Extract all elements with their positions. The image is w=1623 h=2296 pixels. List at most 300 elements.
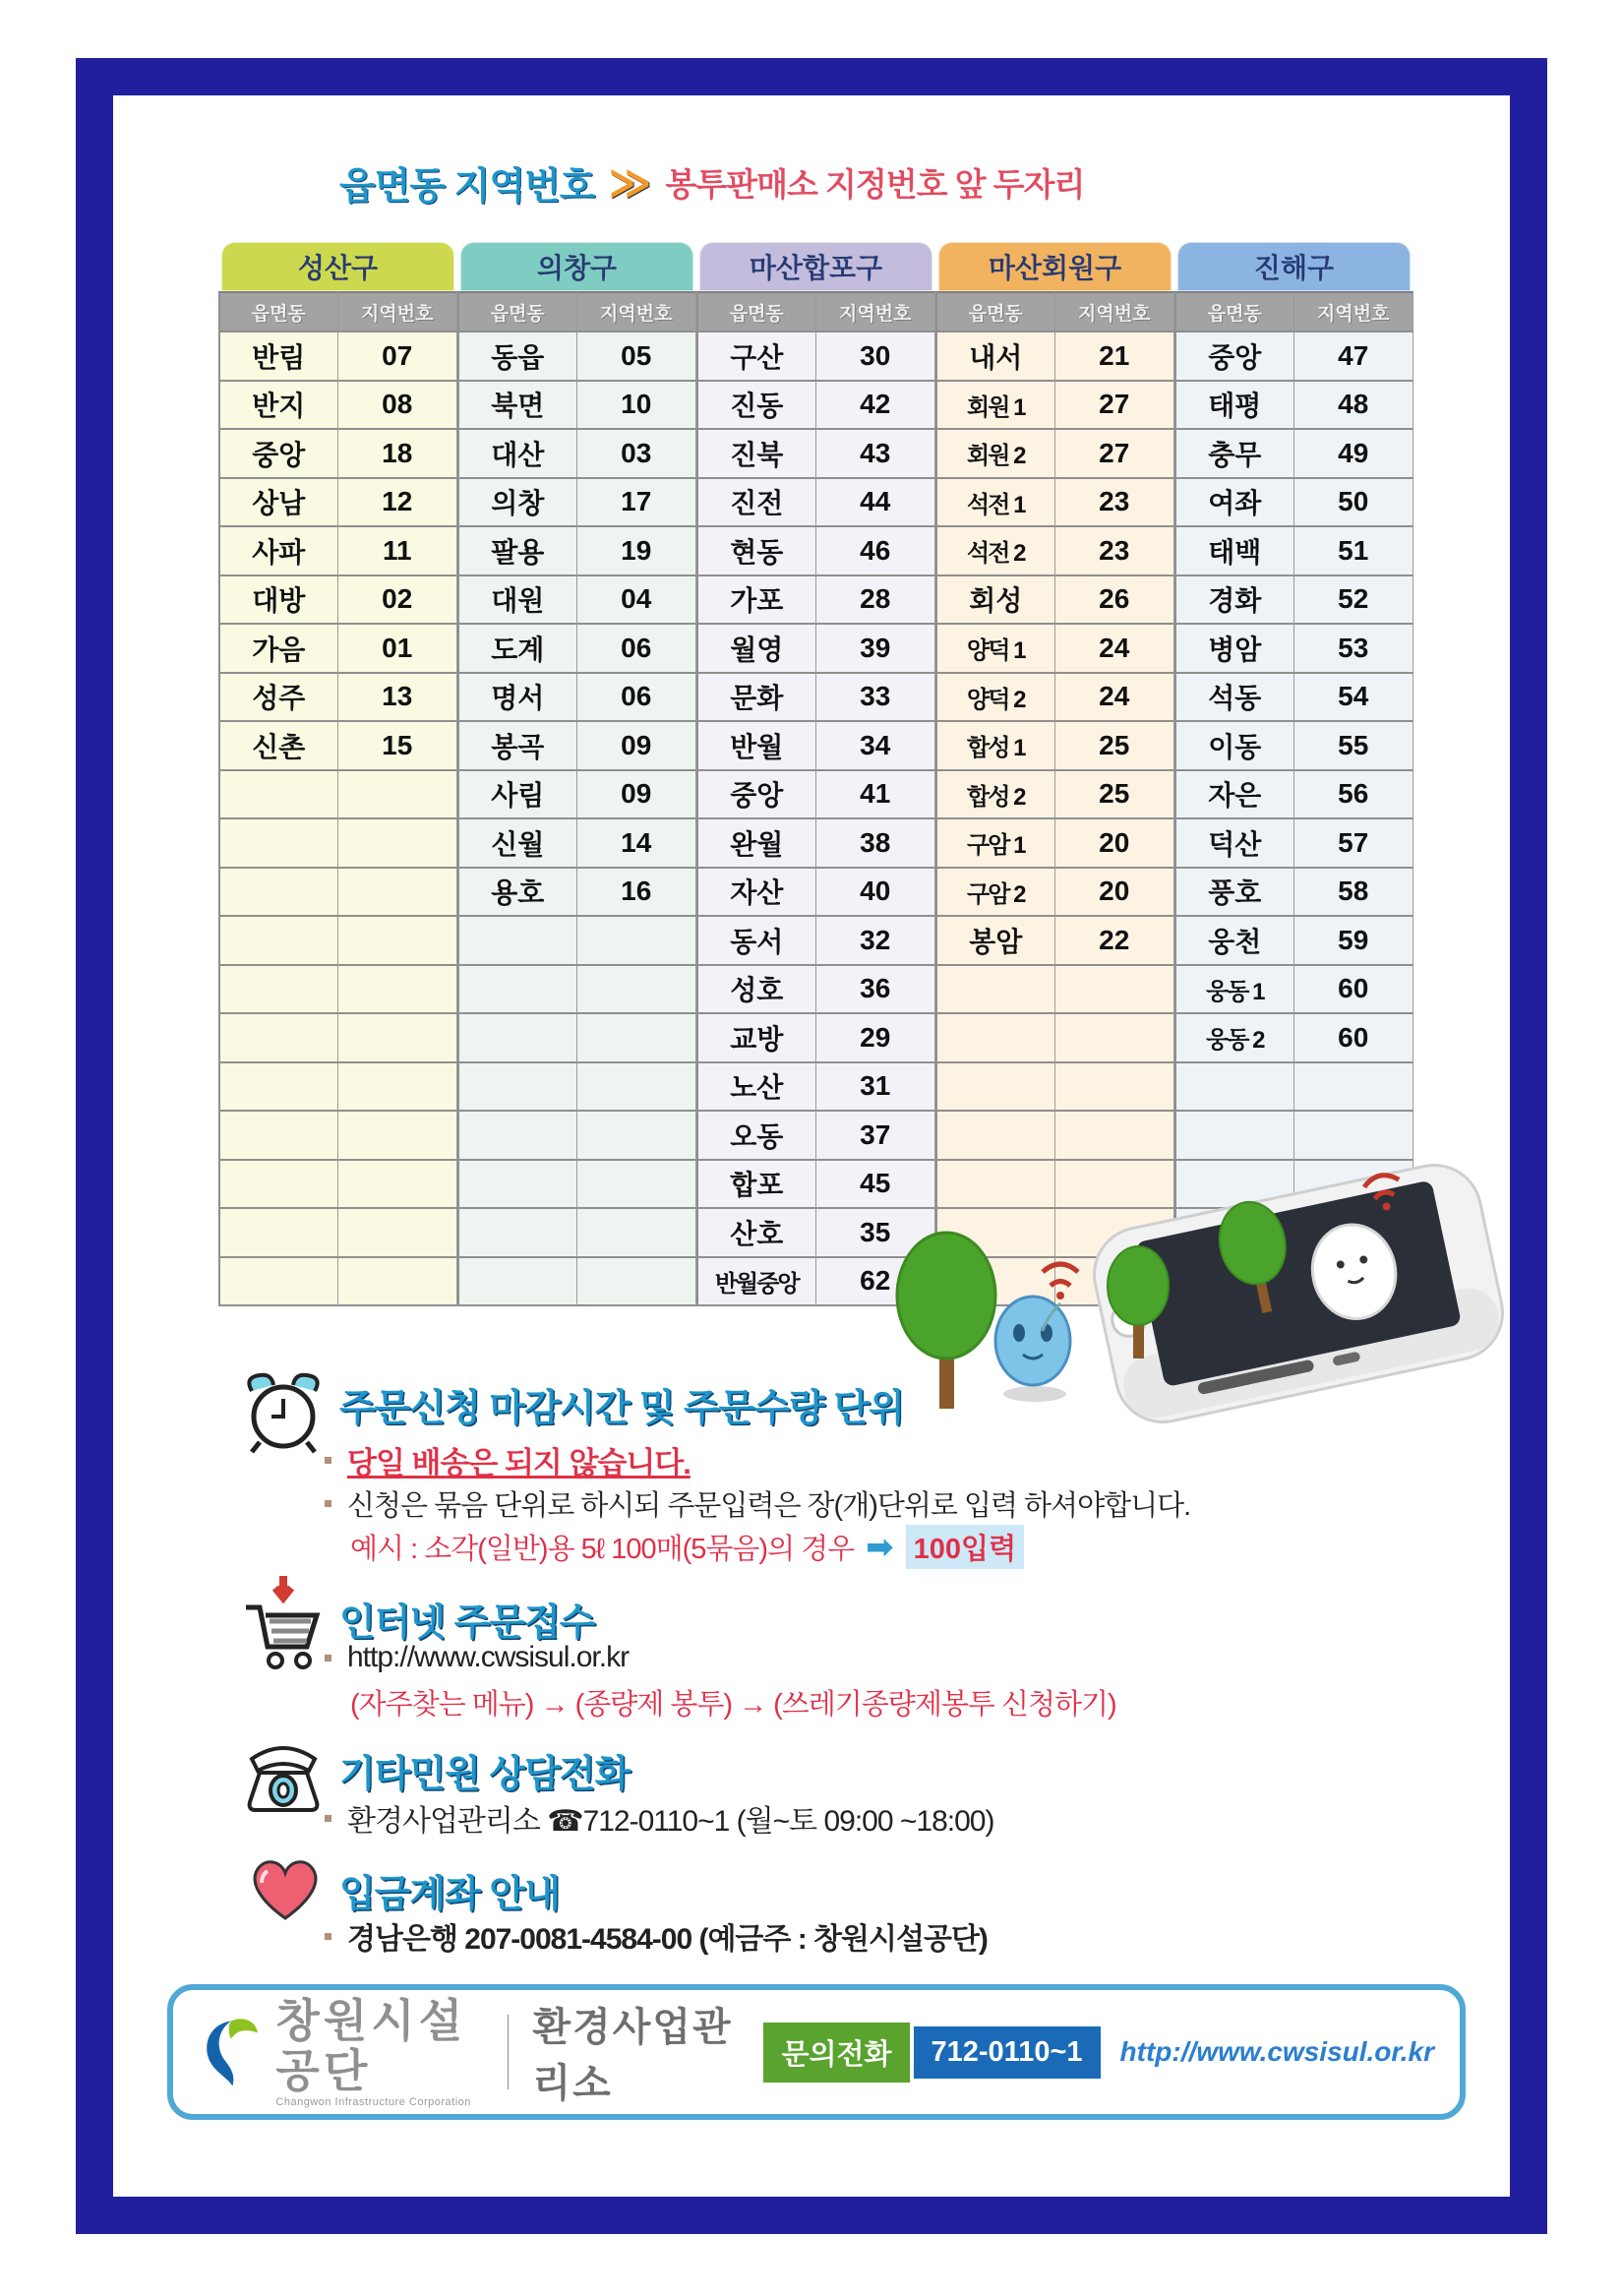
region-code-cell xyxy=(338,771,458,820)
region-name-cell: 경화 xyxy=(1174,576,1294,626)
region-code-cell: 34 xyxy=(816,722,936,771)
table-row xyxy=(218,1258,457,1307)
region-code-cell: 54 xyxy=(1294,674,1414,723)
region-name-cell: 완월 xyxy=(696,819,816,869)
table-row xyxy=(218,1161,457,1210)
region-name-cell: 구암 1 xyxy=(935,819,1055,869)
region-code-cell: 12 xyxy=(338,479,458,528)
region-code-cell xyxy=(338,869,458,918)
region-name-cell: 풍호 xyxy=(1174,869,1294,918)
table-row xyxy=(218,430,457,479)
bullet-icon xyxy=(325,1655,331,1662)
region-code-cell: 56 xyxy=(1294,771,1414,820)
region-name-cell: 자산 xyxy=(696,869,816,918)
region-code-cell: 09 xyxy=(577,771,697,820)
region-name-cell: 동읍 xyxy=(457,332,577,382)
table-row xyxy=(1174,576,1413,626)
region-code-cell: 04 xyxy=(577,576,697,626)
region-name-cell: 병암 xyxy=(1174,625,1294,674)
table-row xyxy=(935,771,1174,820)
region-name-cell: 북면 xyxy=(457,382,577,431)
region-code-cell: 02 xyxy=(338,576,458,626)
table-row xyxy=(218,1209,457,1258)
region-name-cell xyxy=(457,1161,577,1210)
region-code-cell: 58 xyxy=(1294,869,1414,918)
region-code-cell xyxy=(338,1209,458,1258)
bank-account-text: 경남은행 207-0081-4584-00 (예금주 : 창원시설공단) xyxy=(347,1923,988,1956)
order-unit-text: 신청은 묶음 단위로 하시되 주문입력은 장(개)단위로 입력 하셔야합니다. xyxy=(347,1490,1191,1522)
table-row xyxy=(935,625,1174,674)
table-row xyxy=(935,674,1174,723)
region-code-cell: 36 xyxy=(816,966,936,1015)
table-row xyxy=(935,382,1174,431)
region-code-cell xyxy=(338,1014,458,1063)
title-main: 읍면동 지역번호 xyxy=(339,166,595,208)
region-code-cell: 22 xyxy=(1055,917,1175,966)
table-row xyxy=(457,332,696,382)
table-row xyxy=(457,1258,696,1307)
region-code-cell: 60 xyxy=(1294,1014,1414,1063)
region-code-cell: 46 xyxy=(816,527,936,576)
table-row xyxy=(457,1112,696,1161)
region-name-cell: 동서 xyxy=(696,917,816,966)
table-row xyxy=(696,479,935,528)
region-name-cell: 명서 xyxy=(457,674,577,723)
table-row xyxy=(1174,722,1413,771)
table-row xyxy=(696,771,935,820)
telephone-icon xyxy=(242,1733,325,1816)
table-row xyxy=(457,1063,696,1113)
region-name-cell: 대원 xyxy=(457,576,577,626)
department-name: 환경사업관리소 xyxy=(532,2006,733,2105)
region-name-cell: 웅동 2 xyxy=(1174,1014,1294,1063)
region-name-cell: 회성 xyxy=(935,576,1055,626)
region-code-cell: 44 xyxy=(816,479,936,528)
region-code-cell: 52 xyxy=(1294,576,1414,626)
table-row xyxy=(1174,527,1413,576)
table-row xyxy=(1174,869,1413,918)
table-row xyxy=(1174,479,1413,528)
table-row xyxy=(457,869,696,918)
region-name-cell: 신촌 xyxy=(218,722,338,771)
table-row xyxy=(457,966,696,1015)
region-code-cell: 59 xyxy=(1294,917,1414,966)
phone-contact-text: 환경사업관리소 ☎712-0110~1 (월~토 09:00 ~18:00) xyxy=(347,1805,994,1838)
region-code-cell: 25 xyxy=(1055,771,1175,820)
region-name-cell: 용호 xyxy=(457,869,577,918)
district-tab: 진해구 xyxy=(1177,242,1411,291)
region-code-cell: 42 xyxy=(816,382,936,431)
region-code-cell: 55 xyxy=(1294,722,1414,771)
region-code-cell: 57 xyxy=(1294,819,1414,869)
region-name-cell xyxy=(457,1014,577,1063)
region-name-cell: 도계 xyxy=(457,625,577,674)
region-name-cell: 합포 xyxy=(696,1161,816,1210)
column-header: 지역번호 xyxy=(338,291,458,332)
table-row xyxy=(1174,625,1413,674)
region-name-cell xyxy=(218,1258,338,1307)
region-code-cell: 11 xyxy=(338,527,458,576)
region-name-cell: 덕산 xyxy=(1174,819,1294,869)
region-code-cell: 53 xyxy=(1294,625,1414,674)
region-name-cell: 진북 xyxy=(696,430,816,479)
region-code-cell xyxy=(338,1161,458,1210)
region-name-cell: 중앙 xyxy=(696,771,816,820)
region-code-cell: 24 xyxy=(1055,674,1175,723)
region-name-cell: 월영 xyxy=(696,625,816,674)
section-heading-phone: 기타민원 상담전화 xyxy=(339,1754,631,1795)
corporation-name-en: Changwon Infrastructure Corporation xyxy=(275,2095,471,2108)
district-tab: 성산구 xyxy=(221,242,454,291)
section-heading-order: 주문신청 마감시간 및 주문수량 단위 xyxy=(339,1388,904,1429)
region-code-cell xyxy=(577,1112,697,1161)
double-chevron-icon: ≫ xyxy=(608,159,652,206)
region-code-cell: 45 xyxy=(816,1161,936,1210)
table-row xyxy=(457,771,696,820)
table-row xyxy=(935,722,1174,771)
bullet-icon xyxy=(325,1933,331,1940)
region-name-cell: 석전 1 xyxy=(935,479,1055,528)
region-name-cell: 대방 xyxy=(218,576,338,626)
region-code-cell xyxy=(577,966,697,1015)
region-name-cell: 회원 2 xyxy=(935,430,1055,479)
region-name-cell: 봉곡 xyxy=(457,722,577,771)
table-row xyxy=(696,382,935,431)
region-name-cell xyxy=(457,1258,577,1307)
region-name-cell xyxy=(218,771,338,820)
decoration-illustration xyxy=(885,1126,1534,1441)
table-row xyxy=(457,479,696,528)
corporation-logo-icon xyxy=(199,2001,262,2103)
region-name-cell xyxy=(457,1112,577,1161)
region-code-cell: 43 xyxy=(816,430,936,479)
table-row xyxy=(218,576,457,626)
region-code-cell: 60 xyxy=(1294,966,1414,1015)
footer-bar xyxy=(167,1984,1466,2120)
column-header: 읍면동 xyxy=(457,291,577,332)
bullet-icon xyxy=(325,1500,331,1507)
table-row xyxy=(935,966,1174,1015)
region-code-cell: 23 xyxy=(1055,527,1175,576)
table-row xyxy=(696,917,935,966)
district-tab: 마산합포구 xyxy=(699,242,932,291)
region-name-cell: 의창 xyxy=(457,479,577,528)
region-code-cell xyxy=(338,819,458,869)
region-name-cell: 성호 xyxy=(696,966,816,1015)
region-name-cell: 양덕 1 xyxy=(935,625,1055,674)
table-row xyxy=(696,527,935,576)
table-row xyxy=(1174,771,1413,820)
region-code-cell: 06 xyxy=(577,625,697,674)
table-row xyxy=(218,527,457,576)
table-row xyxy=(935,332,1174,382)
table-row xyxy=(457,382,696,431)
region-code-cell xyxy=(338,1112,458,1161)
tree-icon xyxy=(897,1233,995,1409)
region-code-cell: 19 xyxy=(577,527,697,576)
region-name-cell xyxy=(1174,1063,1294,1113)
region-code-cell xyxy=(338,1258,458,1307)
table-row xyxy=(696,819,935,869)
table-row xyxy=(696,332,935,382)
region-name-cell xyxy=(457,966,577,1015)
region-name-cell: 중앙 xyxy=(1174,332,1294,382)
table-row xyxy=(457,430,696,479)
region-code-cell: 26 xyxy=(1055,576,1175,626)
region-name-cell: 상남 xyxy=(218,479,338,528)
table-row xyxy=(935,430,1174,479)
example-highlight: 100입력 xyxy=(906,1525,1024,1569)
table-row xyxy=(218,332,457,382)
region-name-cell: 노산 xyxy=(696,1063,816,1113)
region-code-cell xyxy=(577,1161,697,1210)
page-title xyxy=(339,155,1084,210)
region-code-cell xyxy=(577,1258,697,1307)
region-code-cell: 39 xyxy=(816,625,936,674)
table-row xyxy=(218,382,457,431)
region-code-cell: 47 xyxy=(1294,332,1414,382)
region-code-cell: 50 xyxy=(1294,479,1414,528)
region-name-cell: 오동 xyxy=(696,1112,816,1161)
region-name-cell: 석전 2 xyxy=(935,527,1055,576)
table-row xyxy=(218,674,457,723)
region-name-cell: 신월 xyxy=(457,819,577,869)
region-code-cell xyxy=(338,1063,458,1113)
column-header: 읍면동 xyxy=(218,291,338,332)
wifi-icon xyxy=(1043,1264,1078,1286)
table-row xyxy=(696,576,935,626)
region-code-cell: 48 xyxy=(1294,382,1414,431)
table-row xyxy=(218,917,457,966)
region-name-cell: 구산 xyxy=(696,332,816,382)
region-code-cell: 08 xyxy=(338,382,458,431)
region-code-cell: 38 xyxy=(816,819,936,869)
table-row xyxy=(696,674,935,723)
region-code-cell: 28 xyxy=(816,576,936,626)
droplet-character xyxy=(995,1264,1078,1402)
arrow-right-icon: ➡ xyxy=(866,1528,894,1566)
region-name-cell: 가포 xyxy=(696,576,816,626)
table-row xyxy=(935,869,1174,918)
region-code-cell xyxy=(577,1014,697,1063)
region-name-cell: 산호 xyxy=(696,1209,816,1258)
phone-number-badge: 712-0110~1 xyxy=(914,2026,1101,2079)
region-code-cell xyxy=(577,1063,697,1113)
bullet-icon xyxy=(325,1815,331,1822)
region-name-cell: 합성 2 xyxy=(935,771,1055,820)
table-row xyxy=(935,527,1174,576)
region-code-cell: 33 xyxy=(816,674,936,723)
column-header: 지역번호 xyxy=(1055,291,1175,332)
region-code-cell: 15 xyxy=(338,722,458,771)
table-row xyxy=(935,576,1174,626)
region-name-cell: 석동 xyxy=(1174,674,1294,723)
region-name-cell: 회원 1 xyxy=(935,382,1055,431)
phone-label-badge: 문의전화 xyxy=(763,2023,909,2083)
region-code-cell xyxy=(1055,966,1175,1015)
region-name-cell: 사림 xyxy=(457,771,577,820)
table-row xyxy=(218,1112,457,1161)
bullet-icon xyxy=(325,1457,331,1464)
region-code-cell: 51 xyxy=(1294,527,1414,576)
region-name-cell xyxy=(935,1063,1055,1113)
district-tab: 의창구 xyxy=(460,242,693,291)
region-name-cell: 이동 xyxy=(1174,722,1294,771)
shopping-cart-icon xyxy=(238,1574,329,1672)
region-name-cell: 현동 xyxy=(696,527,816,576)
region-code-cell xyxy=(338,966,458,1015)
footer-url: http://www.cwsisul.or.kr xyxy=(1119,2036,1435,2067)
table-row xyxy=(218,722,457,771)
region-code-cell: 40 xyxy=(816,869,936,918)
region-name-cell xyxy=(218,966,338,1015)
section-heading-account: 입금계좌 안내 xyxy=(339,1874,560,1915)
table-row xyxy=(457,1014,696,1063)
region-code-cell: 62 xyxy=(816,1258,936,1307)
region-name-cell: 양덕 2 xyxy=(935,674,1055,723)
region-name-cell: 반림 xyxy=(218,332,338,382)
table-row xyxy=(457,576,696,626)
table-row xyxy=(696,722,935,771)
region-code-cell: 23 xyxy=(1055,479,1175,528)
region-code-cell: 31 xyxy=(816,1063,936,1113)
region-name-cell xyxy=(457,917,577,966)
region-name-cell xyxy=(218,819,338,869)
region-code-cell xyxy=(577,917,697,966)
region-name-cell: 웅천 xyxy=(1174,917,1294,966)
region-name-cell xyxy=(935,1014,1055,1063)
region-code-cell xyxy=(1294,1063,1414,1113)
region-code-cell: 24 xyxy=(1055,625,1175,674)
region-name-cell: 여좌 xyxy=(1174,479,1294,528)
column-header: 지역번호 xyxy=(816,291,936,332)
table-row xyxy=(696,430,935,479)
table-row xyxy=(218,625,457,674)
region-code-cell: 20 xyxy=(1055,869,1175,918)
table-row xyxy=(1174,966,1413,1015)
region-code-cell xyxy=(338,917,458,966)
region-name-cell: 내서 xyxy=(935,332,1055,382)
title-sub: 봉투판매소 지정번호 앞 두자리 xyxy=(665,166,1085,203)
region-code-cell: 14 xyxy=(577,819,697,869)
region-name-cell: 중앙 xyxy=(218,430,338,479)
region-name-cell: 문화 xyxy=(696,674,816,723)
table-row xyxy=(218,1063,457,1113)
table-row xyxy=(457,625,696,674)
region-code-cell xyxy=(577,1209,697,1258)
region-name-cell xyxy=(218,1112,338,1161)
region-code-cell: 01 xyxy=(338,625,458,674)
region-code-cell: 30 xyxy=(816,332,936,382)
region-code-cell: 05 xyxy=(577,332,697,382)
table-row xyxy=(457,674,696,723)
region-name-cell: 충무 xyxy=(1174,430,1294,479)
table-row xyxy=(218,479,457,528)
column-header: 읍면동 xyxy=(1174,291,1294,332)
footer-divider xyxy=(508,2015,510,2089)
table-row xyxy=(218,771,457,820)
district-group xyxy=(218,242,457,1306)
region-code-cell: 27 xyxy=(1055,382,1175,431)
region-name-cell xyxy=(218,917,338,966)
region-name-cell: 진전 xyxy=(696,479,816,528)
region-name-cell xyxy=(218,1063,338,1113)
region-code-cell: 32 xyxy=(816,917,936,966)
table-row xyxy=(1174,1063,1413,1113)
region-code-cell: 17 xyxy=(577,479,697,528)
region-name-cell: 태평 xyxy=(1174,382,1294,431)
column-header: 지역번호 xyxy=(1294,291,1414,332)
region-name-cell: 태백 xyxy=(1174,527,1294,576)
table-row xyxy=(696,625,935,674)
region-code-cell: 29 xyxy=(816,1014,936,1063)
example-text: 예시 : 소각(일반)용 5ℓ 100매(5묶음)의 경우 xyxy=(350,1534,855,1565)
region-name-cell: 사파 xyxy=(218,527,338,576)
website-url-text: http://www.cwsisul.or.kr xyxy=(347,1641,630,1673)
column-header: 읍면동 xyxy=(935,291,1055,332)
region-name-cell: 자은 xyxy=(1174,771,1294,820)
region-name-cell xyxy=(935,966,1055,1015)
region-code-cell: 37 xyxy=(816,1112,936,1161)
table-row xyxy=(218,966,457,1015)
table-row xyxy=(1174,674,1413,723)
column-header: 지역번호 xyxy=(577,291,697,332)
region-name-cell xyxy=(218,1161,338,1210)
region-name-cell: 가음 xyxy=(218,625,338,674)
region-code-cell xyxy=(1055,1063,1175,1113)
column-header: 읍면동 xyxy=(696,291,816,332)
table-row xyxy=(1174,332,1413,382)
corporation-name: 창원시설공단 xyxy=(275,1995,467,2096)
table-row xyxy=(935,1063,1174,1113)
region-name-cell: 진동 xyxy=(696,382,816,431)
section-heading-internet: 인터넷 주문접수 xyxy=(339,1602,595,1644)
region-name-cell: 팔용 xyxy=(457,527,577,576)
heart-icon xyxy=(248,1855,323,1924)
region-name-cell: 봉암 xyxy=(935,917,1055,966)
table-row xyxy=(696,869,935,918)
region-code-cell: 41 xyxy=(816,771,936,820)
table-row xyxy=(935,819,1174,869)
region-code-cell: 35 xyxy=(816,1209,936,1258)
region-code-cell xyxy=(1055,1014,1175,1063)
district-tab: 마산회원구 xyxy=(938,242,1172,291)
table-row xyxy=(935,917,1174,966)
table-row xyxy=(1174,430,1413,479)
region-code-cell: 10 xyxy=(577,382,697,431)
region-name-cell: 성주 xyxy=(218,674,338,723)
region-code-cell: 07 xyxy=(338,332,458,382)
table-row xyxy=(457,819,696,869)
region-name-cell xyxy=(218,1209,338,1258)
table-row xyxy=(1174,819,1413,869)
region-code-cell: 49 xyxy=(1294,430,1414,479)
region-name-cell: 구암 2 xyxy=(935,869,1055,918)
region-code-cell: 06 xyxy=(577,674,697,723)
region-code-cell: 03 xyxy=(577,430,697,479)
region-name-cell: 웅동 1 xyxy=(1174,966,1294,1015)
table-row xyxy=(457,917,696,966)
table-row xyxy=(1174,382,1413,431)
table-row xyxy=(457,722,696,771)
table-row xyxy=(218,1014,457,1063)
table-row xyxy=(218,819,457,869)
region-code-cell: 21 xyxy=(1055,332,1175,382)
region-name-cell xyxy=(218,869,338,918)
region-code-cell: 27 xyxy=(1055,430,1175,479)
table-row xyxy=(457,527,696,576)
region-name-cell: 반월중앙 xyxy=(696,1258,816,1307)
